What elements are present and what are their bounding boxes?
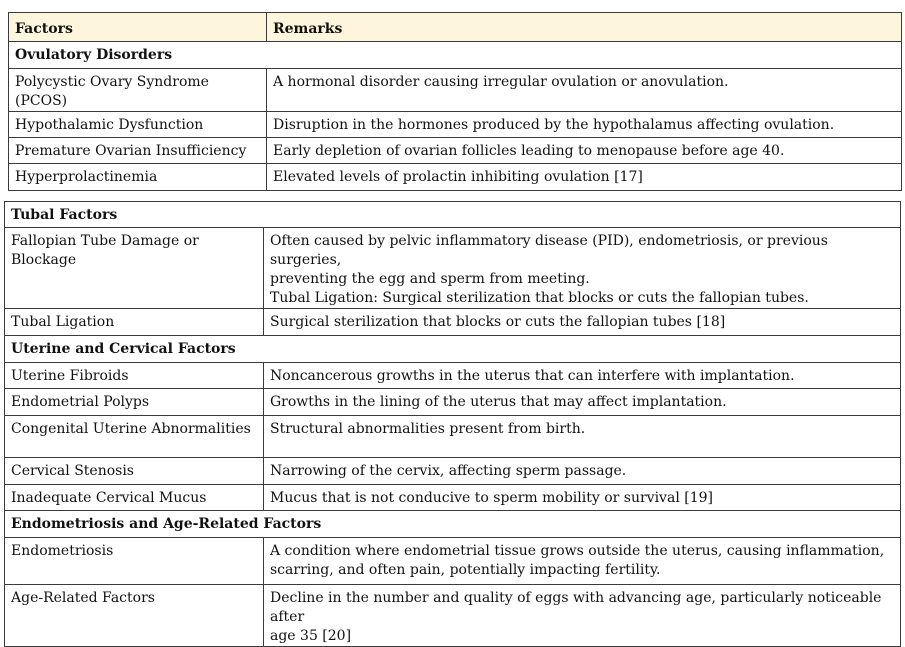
table-row bbox=[9, 69, 902, 112]
table-row bbox=[5, 416, 901, 458]
factor-cell: Inadequate Cervical Mucus bbox=[5, 485, 264, 511]
factor-cell: Fallopian Tube Damage or Blockage bbox=[5, 228, 264, 309]
factor-cell: Premature Ovarian Insufficiency bbox=[9, 138, 267, 164]
factors-table bbox=[4, 201, 901, 647]
table-header-row bbox=[9, 13, 902, 42]
table-row bbox=[5, 363, 901, 389]
table-row bbox=[5, 228, 901, 309]
table-row bbox=[5, 485, 901, 511]
remark-line: Often caused by pelvic inflammatory disease (PID), endometriosis, or previous surgeries, bbox=[270, 233, 828, 268]
remark-cell: Growths in the lining of the uterus that may affect implantation. bbox=[264, 389, 901, 416]
factor-cell: Congenital Uterine Abnormalities bbox=[5, 416, 264, 458]
table-row bbox=[5, 538, 901, 585]
section-title-tubal: Tubal Factors bbox=[5, 202, 901, 228]
table-row bbox=[9, 112, 902, 138]
factor-cell: Polycystic Ovary Syndrome (PCOS) bbox=[9, 69, 267, 112]
remark-cell bbox=[264, 228, 901, 309]
remark-line: scarring, and often pain, potentially impacting fertility. bbox=[270, 562, 661, 578]
remark-cell: A hormonal disorder causing irregular ovulation or anovulation. bbox=[267, 69, 902, 112]
factor-cell: Tubal Ligation bbox=[5, 309, 264, 336]
remark-cell bbox=[264, 538, 901, 585]
section-row bbox=[5, 202, 901, 228]
remark-cell: Narrowing of the cervix, affecting sperm passage. bbox=[264, 458, 901, 485]
remark-cell: Mucus that is not conducive to sperm mobility or survival [19] bbox=[264, 485, 901, 511]
section-row bbox=[9, 42, 902, 69]
factor-cell: Age-Related Factors bbox=[5, 585, 264, 647]
table-row bbox=[5, 309, 901, 336]
section-row bbox=[5, 336, 901, 363]
remark-line: Decline in the number and quality of eggs with advancing age, particularly noticeable after bbox=[270, 590, 882, 625]
table-row bbox=[9, 164, 902, 191]
remark-cell: Noncancerous growths in the uterus that can interfere with implantation. bbox=[264, 363, 901, 389]
factor-cell: Endometriosis bbox=[5, 538, 264, 585]
remark-cell: Structural abnormalities present from birth. bbox=[264, 416, 901, 458]
table-row bbox=[5, 389, 901, 416]
table-row bbox=[5, 458, 901, 485]
section-title-uterine: Uterine and Cervical Factors bbox=[5, 336, 901, 363]
section-title-ovulatory: Ovulatory Disorders bbox=[9, 42, 902, 69]
table-row bbox=[5, 585, 901, 647]
section-title-endometriosis: Endometriosis and Age-Related Factors bbox=[5, 511, 901, 538]
table-row bbox=[9, 138, 902, 164]
factor-cell: Uterine Fibroids bbox=[5, 363, 264, 389]
factor-cell: Hyperprolactinemia bbox=[9, 164, 267, 191]
header-remarks: Remarks bbox=[267, 13, 902, 42]
remark-cell: Early depletion of ovarian follicles leading to menopause before age 40. bbox=[267, 138, 902, 164]
factor-cell: Cervical Stenosis bbox=[5, 458, 264, 485]
remark-line: age 35 [20] bbox=[270, 628, 352, 644]
remark-line: A condition where endometrial tissue grows outside the uterus, causing inflammation, bbox=[270, 543, 885, 559]
remark-cell: Surgical sterilization that blocks or cuts the fallopian tubes [18] bbox=[264, 309, 901, 336]
remark-cell: Elevated levels of prolactin inhibiting ovulation [17] bbox=[267, 164, 902, 191]
remark-cell bbox=[264, 585, 901, 647]
header-factors: Factors bbox=[9, 13, 267, 42]
remark-line: preventing the egg and sperm from meeting. bbox=[270, 271, 590, 287]
factor-cell: Endometrial Polyps bbox=[5, 389, 264, 416]
remark-line: Tubal Ligation: Surgical sterilization that blocks or cuts the fallopian tubes. bbox=[270, 290, 809, 306]
section-row bbox=[5, 511, 901, 538]
ovulatory-table bbox=[8, 12, 902, 191]
remark-cell: Disruption in the hormones produced by the hypothalamus affecting ovulation. bbox=[267, 112, 902, 138]
factor-cell: Hypothalamic Dysfunction bbox=[9, 112, 267, 138]
